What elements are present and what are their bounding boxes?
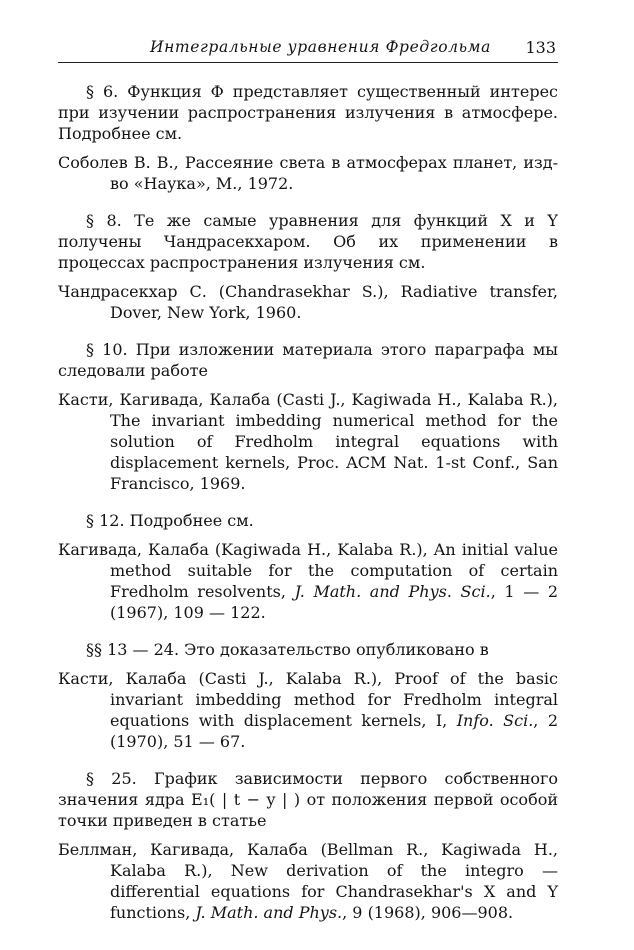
bibliographic-reference	[58, 668, 558, 752]
running-head	[58, 36, 558, 63]
section-note: § 8. Те же самые уравнения для функций X и Y получены Чандрасекхаром. Об их применении в процессах распространения излучения см.	[58, 211, 558, 272]
section-note: §§ 13 — 24. Это доказательство опубликовано в	[86, 640, 489, 659]
section-12	[58, 510, 558, 623]
bibliographic-reference: Соболев В. В., Рассеяние света в атмосферах планет, изд-во «Наука», М., 1972.	[58, 153, 558, 193]
bibliographic-reference: Чандрасекхар С. (Chandrasekhar S.), Radiative transfer, Dover, New York, 1960.	[58, 282, 558, 322]
page-number: 133	[525, 38, 556, 57]
reference-details: , 9 (1968), 906—908.	[342, 903, 514, 922]
reference-text: Беллман, Кагивада, Калаба (Bellman R., Kagiwada H., Kalaba R.), New derivation of the integro — differential equations for Chandrasekhar's X and Y functions,	[58, 840, 558, 922]
reference-text: Касти, Калаба (Casti J., Kalaba R.), Proof of the basic invariant imbedding method for Fredholm integral equations with displacement kernels, I,	[58, 669, 558, 730]
section-25	[58, 768, 558, 923]
journal-title: Info. Sci.	[456, 711, 534, 730]
reference-details: , 1 — 2 (1967), 109 — 122.	[110, 582, 559, 622]
section-8	[58, 210, 558, 323]
section-note: § 25. График зависимости первого собственного значения ядра E₁( | t − y | ) от положения первой особой точки приведен в статье	[58, 769, 558, 830]
bibliographic-reference: Касти, Кагивада, Калаба (Casti J., Kagiwada H., Kalaba R.), The invariant imbedding numerical method for the solution of Fredholm integral equations with displacement kernels, Proc. ACM Nat. 1-st Conf., San Francisco, 1969.	[58, 390, 558, 493]
bibliographic-reference	[58, 539, 558, 623]
book-page	[58, 36, 558, 923]
section-10	[58, 339, 558, 494]
section-note: § 10. При изложении материала этого параграфа мы следовали работе	[58, 340, 558, 380]
page-content	[58, 81, 558, 923]
bibliographic-reference	[58, 839, 558, 923]
section-note: § 12. Подробнее см.	[86, 511, 254, 530]
reference-details: , 2 (1970), 51 — 67.	[110, 711, 558, 751]
running-title: Интегральные уравнения Фредгольма	[150, 38, 491, 56]
section-6	[58, 81, 558, 194]
section-13-24	[58, 639, 558, 752]
reference-text: Кагивада, Калаба (Kagiwada H., Kalaba R.), An initial value method suitable for the computation of certain Fredholm resolvents,	[58, 540, 558, 601]
section-note: § 6. Функция Φ представляет существенный интерес при изучении распространения излучения в атмосфере. Подробнее см.	[58, 82, 558, 143]
journal-title: J. Math. and Phys. Sci.	[294, 582, 491, 601]
journal-title: J. Math. and Phys.	[195, 903, 343, 922]
